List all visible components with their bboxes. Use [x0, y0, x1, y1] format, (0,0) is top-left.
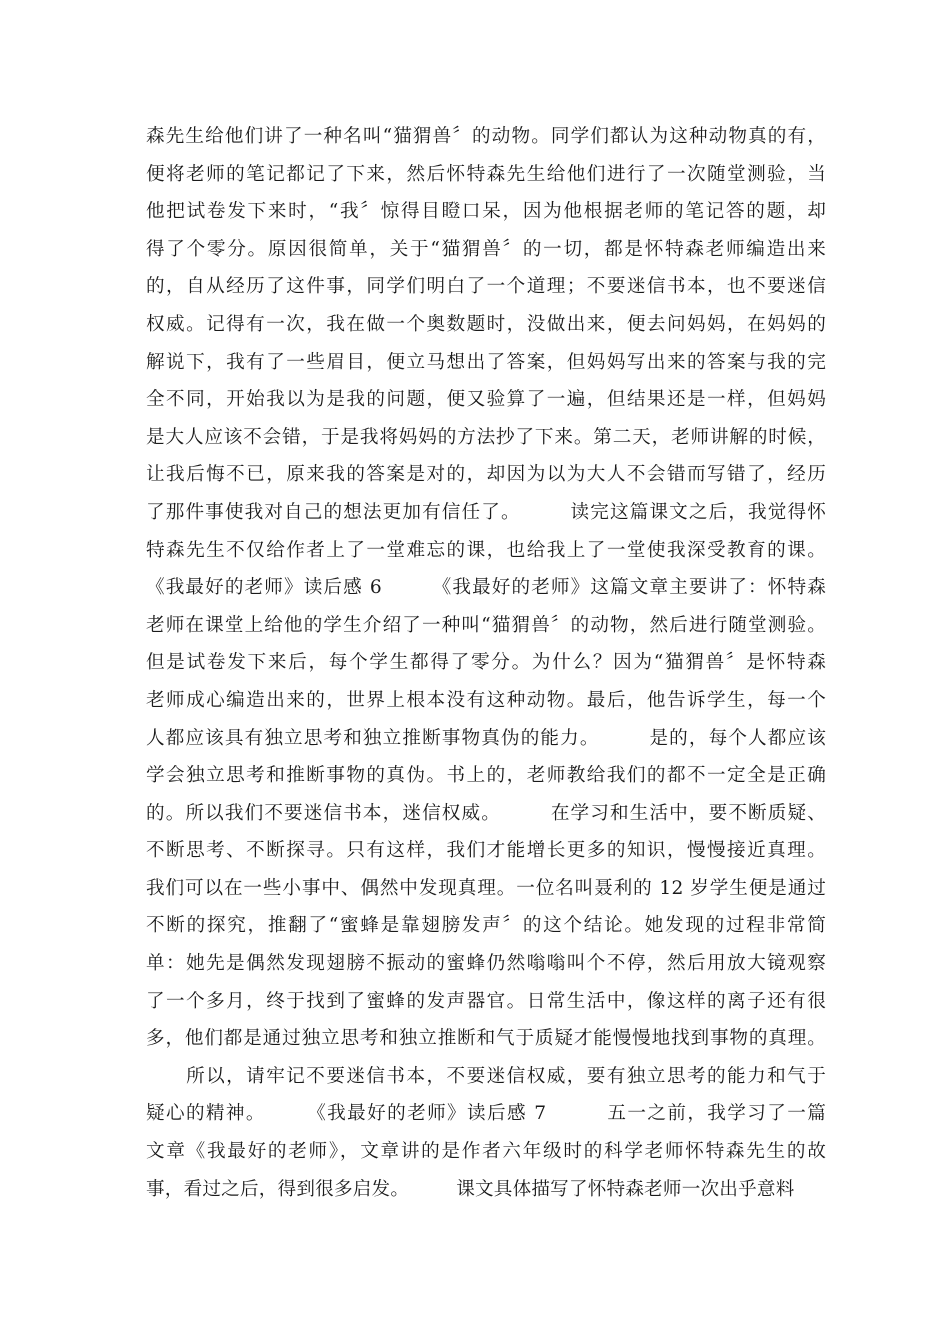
text-line: 了那件事使我对自己的想法更加有信任了。 读完这篇课文之后，我觉得怀 — [146, 501, 826, 523]
text-line: 《我最好的老师》读后感 6 《我最好的老师》这篇文章主要讲了：怀特森 — [146, 577, 826, 599]
text-line: 所以，请牢记不要迷信书本，不要迷信权威，要有独立思考的能力和气于 — [146, 1065, 826, 1087]
text-line: 他把试卷发下来时，“我〞惊得目瞪口呆，因为他根据老师的笔记答的题，却 — [146, 201, 826, 223]
text-line: 老师在课堂上给他的学生介绍了一种叫“猫猬兽〞的动物，然后进行随堂测验。 — [146, 614, 826, 636]
text-line: 特森先生不仅给作者上了一堂难忘的课，也给我上了一堂使我深受教育的课。 — [146, 539, 826, 561]
text-line: 便将老师的笔记都记了下来，然后怀特森先生给他们进行了一次随堂测验，当 — [146, 163, 826, 185]
text-line: 疑心的精神。 《我最好的老师》读后感 7 五一之前，我学习了一篇 — [146, 1103, 826, 1125]
text-line: 全不同，开始我以为是我的问题，便又验算了一遍，但结果还是一样，但妈妈 — [146, 389, 826, 411]
text-line: 让我后悔不已，原来我的答案是对的，却因为以为大人不会错而写错了，经历 — [146, 464, 826, 486]
text-line: 的。所以我们不要迷信书本，迷信权威。 在学习和生活中，要不断质疑、 — [146, 802, 826, 824]
text-line: 老师成心编造出来的，世界上根本没有这种动物。最后，他告诉学生，每一个 — [146, 689, 826, 711]
text-line: 我们可以在一些小事中、偶然中发现真理。一位名叫聂利的 12 岁学生便是通过 — [146, 877, 826, 899]
text-line: 文章《我最好的老师》，文章讲的是作者六年级时的科学老师怀特森先生的故 — [146, 1141, 826, 1163]
text-line: 得了个零分。原因很简单，关于“猫猬兽〞的一切，都是怀特森老师编造出来 — [146, 238, 826, 260]
text-line: 了一个多月，终于找到了蜜蜂的发声器官。日常生活中，像这样的离子还有很 — [146, 990, 826, 1012]
text-line: 人都应该具有独立思考和独立推断事物真伪的能力。 是的，每个人都应该 — [146, 727, 826, 749]
text-line: 多，他们都是通过独立思考和独立推断和气于质疑才能慢慢地找到事物的真理。 — [146, 1028, 826, 1050]
body-text — [146, 118, 826, 1208]
text-line: 学会独立思考和推断事物的真伪。书上的，老师教给我们的都不一定全是正确 — [146, 765, 826, 787]
text-line: 解说下，我有了一些眉目，便立马想出了答案，但妈妈写出来的答案与我的完 — [146, 351, 826, 373]
text-line: 事，看过之后，得到很多启发。 课文具体描写了怀特森老师一次出乎意料 — [146, 1178, 795, 1200]
text-line: 森先生给他们讲了一种名叫“猫猬兽〞的动物。同学们都认为这种动物真的有， — [146, 126, 826, 147]
text-line: 单：她先是偶然发现翅膀不振动的蜜蜂仍然嗡嗡叫个不停，然后用放大镜观察 — [146, 953, 826, 975]
text-line: 是大人应该不会错，于是我将妈妈的方法抄了下来。第二天，老师讲解的时候， — [146, 426, 826, 448]
text-line: 不断思考、不断探寻。只有这样，我们才能增长更多的知识，慢慢接近真理。 — [146, 840, 826, 862]
text-line: 但是试卷发下来后，每个学生都得了零分。为什么？因为“猫猬兽〞是怀特森 — [146, 652, 826, 674]
text-line: 权威。记得有一次，我在做一个奥数题时，没做出来，便去问妈妈，在妈妈的 — [146, 313, 826, 335]
text-line: 不断的探究，推翻了“蜜蜂是靠翅膀发声〞的这个结论。她发现的过程非常简 — [146, 915, 826, 937]
text-line: 的，自从经历了这件事，同学们明白了一个道理；不要迷信书本，也不要迷信 — [146, 276, 826, 298]
